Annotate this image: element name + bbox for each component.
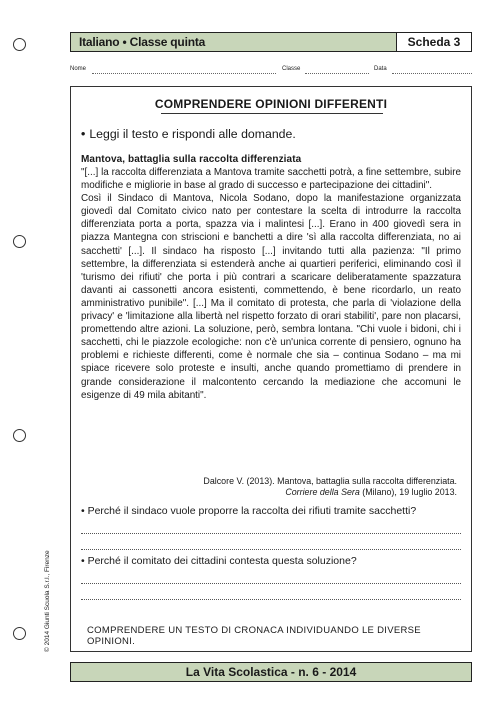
- subject-title: Italiano • Classe quinta: [79, 35, 206, 49]
- answer-line-2b[interactable]: [81, 599, 461, 600]
- answer-line-1b[interactable]: [81, 549, 461, 550]
- binder-hole-1: [13, 38, 26, 51]
- article-paragraph: "[...] la raccolta differenziata a Mantova tramite sacchetti potrà, a fine settembre, subire modifiche e migliorie in base al grado di successo e partecipazione dei cittadini".: [81, 167, 461, 192]
- student-info-row: [70, 66, 472, 78]
- source-date: (Milano), 19 luglio 2013.: [359, 487, 457, 497]
- bullet-icon: •: [81, 505, 88, 517]
- learning-objective: COMPRENDERE UN TESTO DI CRONACA INDIVIDUANDO LE DIVERSE OPINIONI.: [87, 625, 421, 647]
- sheet-number-badge: Scheda 3: [396, 32, 472, 52]
- class-label: Classe: [282, 66, 301, 72]
- question-1-text: Perché il sindaco vuole proporre la raccolta dei rifiuti tramite sacchetti?: [87, 505, 417, 517]
- article-source: [127, 476, 457, 498]
- worksheet-title: COMPRENDERE OPINIONI DIFFERENTI: [154, 97, 388, 111]
- article-title: Mantova, battaglia sulla raccolta differenziata: [81, 154, 302, 165]
- source-line-2: [127, 487, 457, 498]
- worksheet-panel: [70, 86, 472, 652]
- date-label: Data: [374, 66, 387, 72]
- answer-line-1a[interactable]: [81, 533, 461, 534]
- question-2-text: Perché il comitato dei cittadini contesta questa soluzione?: [87, 555, 357, 567]
- bullet-icon: •: [81, 555, 88, 567]
- answer-line-2a[interactable]: [81, 583, 461, 584]
- date-field[interactable]: [392, 73, 472, 74]
- copyright-credit: © 2014 Giunti Scuola S.r.l., Firenze: [44, 550, 51, 652]
- instruction: [81, 127, 296, 141]
- source-publication: Corriere della Sera: [285, 487, 360, 497]
- binder-hole-4: [13, 627, 26, 640]
- header-bar: [70, 32, 472, 52]
- name-label: Nome: [70, 66, 87, 72]
- question-2: [81, 553, 461, 569]
- class-field[interactable]: [305, 73, 369, 74]
- article-paragraph: Così il Sindaco di Mantova, Nicola Sodano, dopo la manifestazione organizzata giovedì dal Comitato civico nato per contestare la scelta di introdurre la raccolta differenziata porta a porta, spazza via i malintesi [...]. Erano in 400 giovedì sera in piazza Mantegna con striscioni e banchetti a dire 'sì alla raccolta differenziata, no ai sacchetti' [...]. Il sindaco ha risposto [...] invitando tutti alla pazienza: "Il primo settembre, la differenziata si estenderà anche ai quartieri periferici, eliminando così il 'turismo dei rifiuti' che porta i più contrari a scaricare deliberatamente spazzatura davanti ai cassonetti ancora esistenti, commettendo, è bene ricordarlo, un reato amministrativo punibile". [...] Ma il comitato di protesta, che parla di 'violazione della privacy' e 'limitazione alla libertà nel rispetto forzato di orari stabiliti', pare non placarsi, promettendo altre azioni. La soluzione, però, sembra lontana. "Chi vuole i bidoni, chi i sacchetti, chi le piazzole ecologiche: non c'è un'unica corrente di pensiero, ognuno ha problemi e richieste differenti, come è normale che sia – continua Sodano – ma mi spiace ricevere solo proteste e insulti, anche quando promettiamo di prendere in grande considerazione il malcontento cercando la mediazione che accomuni le esigenze di 49 mila abitanti".: [81, 193, 461, 401]
- title-underline: [161, 113, 383, 114]
- name-field[interactable]: [92, 73, 276, 74]
- bullet-icon: •: [81, 127, 86, 141]
- question-1: [81, 503, 461, 519]
- source-line-1: Dalcore V. (2013). Mantova, battaglia sulla raccolta differenziata.: [203, 476, 457, 486]
- binder-hole-3: [13, 429, 26, 442]
- article-body: [81, 166, 461, 402]
- instruction-text: Leggi il testo e rispondi alle domande.: [89, 127, 296, 141]
- binder-hole-2: [13, 235, 26, 248]
- magazine-footer: La Vita Scolastica - n. 6 - 2014: [70, 662, 472, 682]
